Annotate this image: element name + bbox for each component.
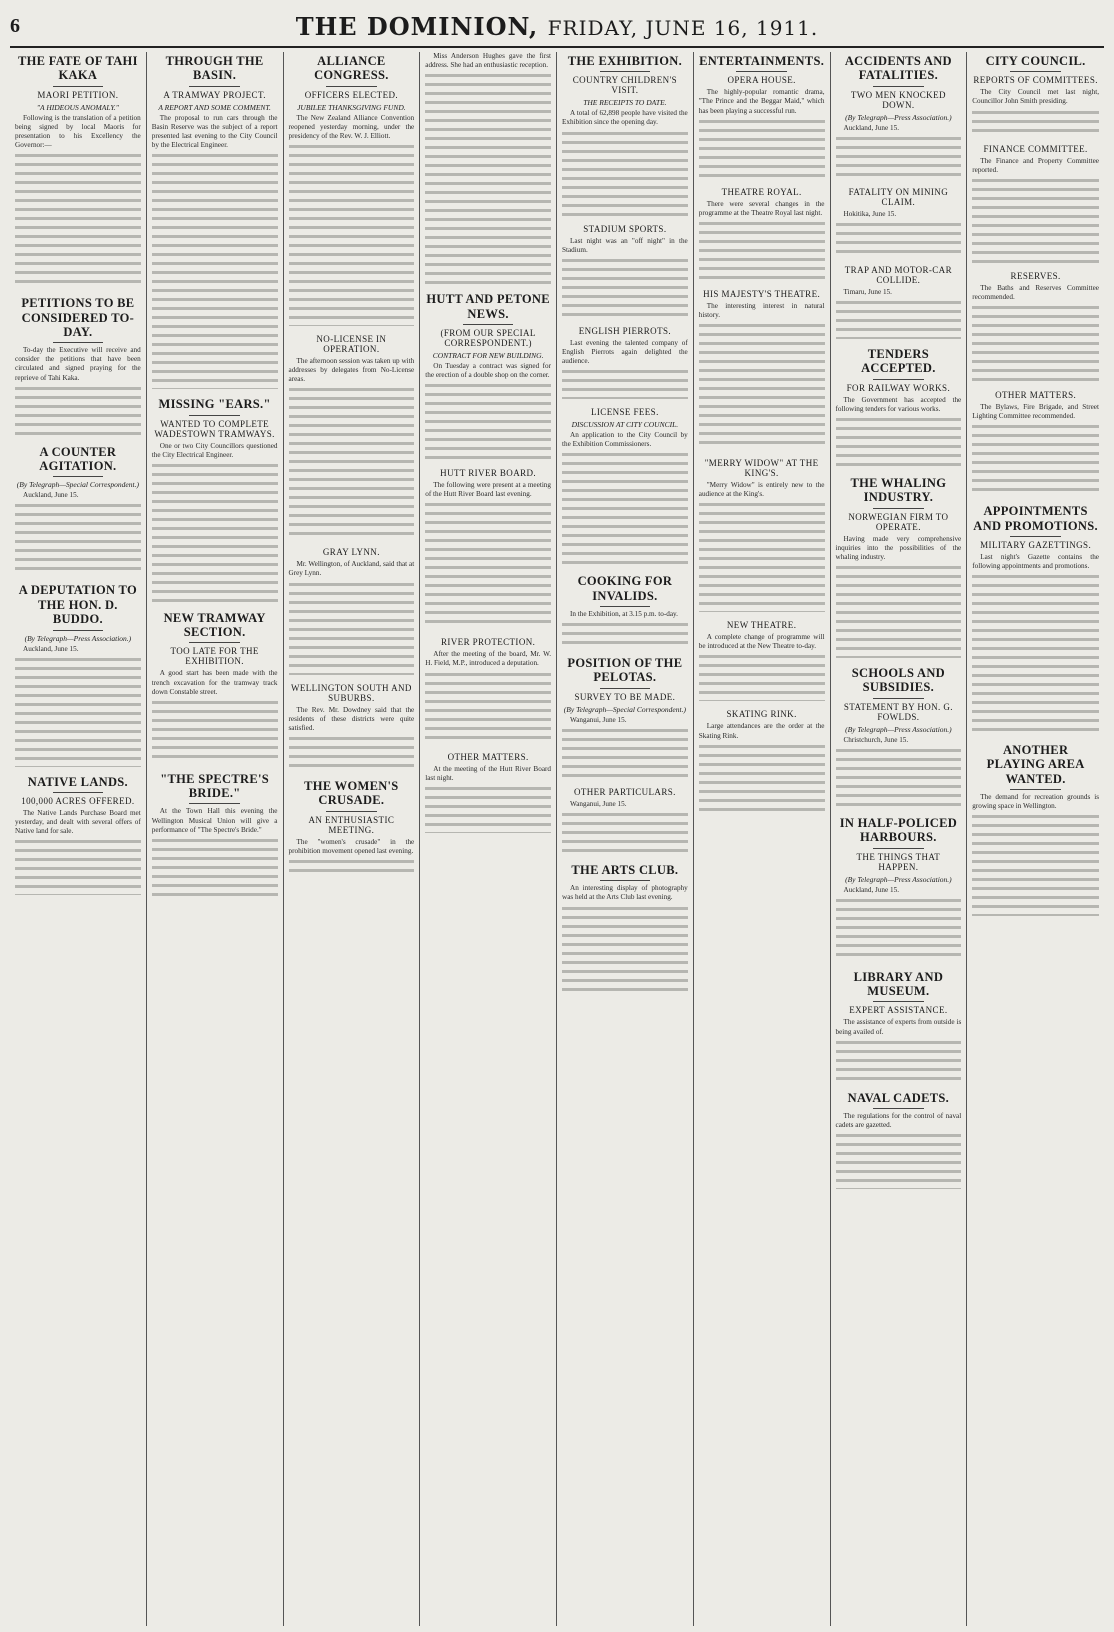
article-headline: THE FATE OF TAHI KAKA xyxy=(18,54,138,83)
article-text-block xyxy=(562,453,688,566)
headline-rule xyxy=(1010,789,1061,790)
article-body: Timaru, June 15. xyxy=(843,287,892,296)
article-subhead: RIVER PROTECTION. xyxy=(440,637,536,648)
article-body: Auckland, June 15. xyxy=(843,885,899,894)
article-headline: LIBRARY AND MUSEUM. xyxy=(853,969,944,999)
article xyxy=(972,743,1099,916)
article-text-block xyxy=(562,370,688,399)
article-text-block xyxy=(699,324,825,450)
article-text-block xyxy=(836,301,962,339)
article-headline: ENTERTAINMENTS. xyxy=(699,54,825,68)
column-4 xyxy=(420,52,557,1626)
article xyxy=(836,970,962,1083)
article xyxy=(562,656,688,779)
article-headline: THROUGH THE BASIN. xyxy=(165,54,264,83)
article-text-block xyxy=(289,388,415,539)
article-body: The demand for recreation grounds is growing space in Wellington. xyxy=(972,793,1099,811)
article xyxy=(15,583,141,766)
article-text-block xyxy=(562,623,688,648)
article-subhead: TWO MEN KNOCKED DOWN. xyxy=(850,89,946,110)
article-body: Auckland, June 15. xyxy=(23,491,79,500)
article-byline: (By Telegraph—Press Association.) xyxy=(845,112,952,122)
article-subhead: OTHER MATTERS. xyxy=(995,389,1077,400)
article-text-block xyxy=(972,425,1099,496)
article xyxy=(425,637,551,743)
article-body: Hokitika, June 15. xyxy=(843,209,897,218)
article-subhead: TOO LATE FOR THE EXHIBITION. xyxy=(170,646,259,667)
article-text-block xyxy=(425,74,551,284)
article-body: Following is the translation of a petition being signed by local Maoris for presentation to his Excellency the Governor:— xyxy=(15,113,141,150)
article xyxy=(972,504,1099,735)
article-body: The assistance of experts from outside is being availed of. xyxy=(835,1018,962,1036)
article-headline: ACCIDENTS AND FATALITIES. xyxy=(844,54,952,83)
article-body: A total of 62,898 people have visited the Exhibition since the opening day. xyxy=(562,109,688,127)
article-text-block xyxy=(836,749,962,808)
article-byline: (By Telegraph—Press Association.) xyxy=(845,724,952,734)
article-body: The Government has accepted the following tenders for various works. xyxy=(835,395,962,413)
article-subhead: HIS MAJESTY'S THEATRE. xyxy=(703,288,821,299)
article-text-block xyxy=(836,137,962,179)
article-subhead: THEATRE ROYAL. xyxy=(721,186,802,197)
article xyxy=(972,54,1099,136)
article xyxy=(15,296,141,437)
headline-rule xyxy=(53,342,103,343)
article xyxy=(562,863,688,991)
headline-rule xyxy=(463,324,513,325)
article xyxy=(562,407,688,566)
article xyxy=(699,289,825,450)
headline-rule xyxy=(189,642,239,643)
article xyxy=(836,187,962,257)
article-body: An interesting display of photography was held at the Arts Club last evening. xyxy=(562,884,688,902)
article-byline: DISCUSSION AT CITY COUNCIL. xyxy=(571,420,679,430)
article-body: An application to the City Council by the Exhibition Commissioners. xyxy=(562,431,688,449)
article-headline: NATIVE LANDS. xyxy=(27,774,128,789)
headline-rule xyxy=(873,1001,923,1002)
article-subhead: RESERVES. xyxy=(1010,270,1061,281)
article-body: Last night was an "off night" in the Stadium. xyxy=(562,236,688,254)
headline-rule xyxy=(326,811,376,812)
article xyxy=(836,1091,962,1190)
article-body: The following were present at a meeting of the Hutt River Board last evening. xyxy=(425,481,551,499)
page-number: 6 xyxy=(10,14,20,37)
article-text-block xyxy=(15,504,141,575)
column-1 xyxy=(10,52,147,1626)
article-body: Auckland, June 15. xyxy=(843,123,899,132)
article-text-block xyxy=(425,503,551,629)
article-text-block xyxy=(15,658,141,767)
article-text-block xyxy=(15,840,141,895)
article xyxy=(289,54,415,326)
article xyxy=(699,709,825,811)
article-subhead: OFFICERS ELECTED. xyxy=(304,89,399,100)
article-subhead: A TRAMWAY PROJECT. xyxy=(163,89,266,100)
article-subhead: NO-LICENSE IN OPERATION. xyxy=(316,334,387,355)
article xyxy=(152,397,278,603)
headline-rule xyxy=(189,803,239,804)
article-body: "Merry Widow" is entirely new to the audience at the King's. xyxy=(698,481,825,499)
headline-rule xyxy=(189,415,239,416)
article-subhead: ENGLISH PIERROTS. xyxy=(578,325,672,336)
article-body: One or two City Councillors questioned the City Electrical Engineer. xyxy=(151,441,278,459)
article-text-block xyxy=(425,384,551,460)
column-5 xyxy=(557,52,694,1626)
article-headline: THE WHALING INDUSTRY. xyxy=(850,475,947,505)
article-subhead: OTHER MATTERS. xyxy=(447,751,529,762)
article-headline: THE ARTS CLUB. xyxy=(571,863,679,877)
article-headline: "THE SPECTRE'S BRIDE." xyxy=(160,771,269,801)
article xyxy=(152,54,278,389)
headline-rule xyxy=(53,792,103,793)
newspaper-page xyxy=(10,6,1104,1626)
article-byline: (By Telegraph—Special Correspondent.) xyxy=(563,704,686,714)
article-byline: JUBILEE THANKSGIVING FUND. xyxy=(297,102,406,112)
article-subhead: NORWEGIAN FIRM TO OPERATE. xyxy=(848,511,949,532)
article xyxy=(289,683,415,771)
article xyxy=(15,54,141,288)
article-headline: A COUNTER AGITATION. xyxy=(39,444,117,473)
article-body: The Bylaws, Fire Brigade, and Street Lighting Committee recommended. xyxy=(972,402,1099,421)
headline-rule xyxy=(53,476,103,477)
article-text-block xyxy=(425,787,551,833)
article-byline: "A HIDEOUS ANOMALY." xyxy=(36,102,119,112)
article-body: After the meeting of the board, Mr. W. H. Field, M.P., introduced a deputation. xyxy=(425,650,551,668)
article-body: At the meeting of the Hutt River Board last night. xyxy=(425,764,551,782)
article xyxy=(836,476,962,658)
article-headline: NEW TRAMWAY SECTION. xyxy=(163,610,266,640)
article-headline: HUTT AND PETONE NEWS. xyxy=(426,292,550,321)
article-text-block xyxy=(562,729,688,779)
article-body: A complete change of programme will be introduced at the New Theatre to-day. xyxy=(698,633,825,651)
article-text-block xyxy=(289,737,415,771)
article-text-block xyxy=(699,503,825,612)
article-text-block xyxy=(152,839,278,902)
headline-rule xyxy=(600,606,650,607)
article-body: At the Town Hall this evening the Wellington Musical Union will give a performance of "The Spectre's Bride." xyxy=(151,807,278,834)
article-subhead: SKATING RINK. xyxy=(726,709,797,720)
article xyxy=(836,347,962,468)
headline-rule xyxy=(736,71,786,72)
article xyxy=(836,54,962,179)
article-body: In the Exhibition, at 3.15 p.m. to-day. xyxy=(570,609,678,618)
article-body: Large attendances are the order at the Skating Rink. xyxy=(698,722,825,740)
article xyxy=(972,390,1099,496)
article-subhead: GRAY LYNN. xyxy=(322,547,380,558)
article-subhead: EXPERT ASSISTANCE. xyxy=(849,1005,948,1016)
headline-rule xyxy=(600,688,650,689)
columns xyxy=(10,52,1104,1626)
article-headline: THE EXHIBITION. xyxy=(567,54,682,68)
article-body: Last evening the talented company of English Pierrots again delighted the audience. xyxy=(562,338,688,365)
article-subhead: FATALITY ON MINING CLAIM. xyxy=(848,186,949,207)
article xyxy=(699,620,825,701)
article-subhead: 100,000 ACRES OFFERED. xyxy=(21,796,135,807)
article-body: On Tuesday a contract was signed for the erection of a double shop on the corner. xyxy=(425,361,551,380)
article xyxy=(836,666,962,808)
article-body: Having made very comprehensive inquiries into the possibilities of the whaling industry. xyxy=(835,534,962,561)
article-text-block xyxy=(152,464,278,603)
article xyxy=(562,54,688,216)
article xyxy=(425,52,551,284)
article-body: Miss Anderson Hughes gave the first address. She had an enthusiastic reception. xyxy=(425,52,551,70)
article xyxy=(289,334,415,539)
headline-rule xyxy=(873,848,923,849)
article-body: Mr. Wellington, of Auckland, said that at Grey Lynn. xyxy=(288,560,415,578)
article-headline: POSITION OF THE PELOTAS. xyxy=(567,656,683,685)
article-body: The Finance and Property Committee reported. xyxy=(972,156,1099,174)
article-byline: (By Telegraph—Special Correspondent.) xyxy=(16,480,139,490)
article-body: A good start has been made with the trench excavation for the tramway track down Constable street. xyxy=(151,669,278,696)
article-subhead: COUNTRY CHILDREN'S VISIT. xyxy=(572,75,677,96)
article-text-block xyxy=(972,575,1099,735)
paper-name: THE DOMINION, xyxy=(295,11,539,41)
article-body: Wanganui, June 15. xyxy=(570,799,627,808)
article xyxy=(836,816,962,962)
article xyxy=(289,547,415,674)
article-body: The proposal to run cars through the Basin Reserve was the subject of a report presented last evening to the City Council by the Electrical Engineer. xyxy=(151,113,278,150)
article xyxy=(152,772,278,902)
article-headline: ANOTHER PLAYING AREA WANTED. xyxy=(986,743,1085,786)
article xyxy=(972,271,1099,382)
article-subhead: SURVEY TO BE MADE. xyxy=(574,691,676,702)
article-byline: THE RECEIPTS TO DATE. xyxy=(583,98,667,108)
article xyxy=(15,775,141,896)
article-body: The City Council met last night, Councillor John Smith presiding. xyxy=(972,88,1099,106)
article-body: The highly-popular romantic drama, "The Prince and the Beggar Maid," which has been playing a successful run. xyxy=(698,88,825,115)
article-text-block xyxy=(289,145,415,326)
article-text-block xyxy=(836,1134,962,1189)
article-subhead: REPORTS OF COMMITTEES. xyxy=(973,75,1098,86)
article-text-block xyxy=(699,655,825,701)
article-body: To-day the Executive will receive and consider the petitions that have been circulated and signed praying for the reprieve of Tahi Kaka. xyxy=(15,346,141,382)
article-headline: CITY COUNCIL. xyxy=(985,54,1086,68)
article-body: The Native Lands Purchase Board met yesterday, and dealt with several offers of Native land for sale. xyxy=(15,809,141,836)
article-text-block xyxy=(836,899,962,962)
article xyxy=(425,468,551,629)
headline-rule xyxy=(1010,536,1061,537)
headline-rule xyxy=(53,630,103,631)
article-text-block xyxy=(972,306,1099,382)
article-subhead: TRAP AND MOTOR-CAR COLLIDE. xyxy=(844,264,952,285)
article xyxy=(425,752,551,833)
article-byline: (By Telegraph—Press Association.) xyxy=(845,874,952,884)
article xyxy=(152,611,278,764)
article-subhead: OPERA HOUSE. xyxy=(727,75,796,86)
article-headline: COOKING FOR INVALIDS. xyxy=(577,574,673,603)
article-headline: APPOINTMENTS AND PROMOTIONS. xyxy=(973,504,1098,533)
article-body: Wanganui, June 15. xyxy=(570,715,627,724)
headline-rule xyxy=(873,698,923,699)
headline-rule xyxy=(600,880,650,881)
article-text-block xyxy=(836,566,962,658)
article-text-block xyxy=(972,815,1099,916)
column-3 xyxy=(284,52,421,1626)
article-subhead: STATEMENT BY HON. G. FOWLDS. xyxy=(843,701,953,722)
article-byline: A REPORT AND SOME COMMENT. xyxy=(158,102,271,112)
article-text-block xyxy=(152,701,278,764)
article-text-block xyxy=(425,673,551,744)
article-subhead: THE THINGS THAT HAPPEN. xyxy=(856,851,941,872)
article-body: The Rev. Mr. Dowdney said that the residents of these districts were quite satisfied. xyxy=(288,705,415,732)
headline-rule xyxy=(1010,71,1061,72)
article-body: Auckland, June 15. xyxy=(23,644,79,653)
article-byline: CONTRACT FOR NEW BUILDING. xyxy=(432,350,544,360)
article-body: The interesting interest in natural history. xyxy=(698,301,825,319)
article-subhead: "MERRY WIDOW" AT THE KING'S. xyxy=(704,458,819,479)
article-text-block xyxy=(289,860,415,877)
headline-rule xyxy=(873,1108,923,1109)
column-6 xyxy=(694,52,831,1626)
article-text-block xyxy=(972,111,1099,136)
article xyxy=(836,265,962,339)
article-text-block xyxy=(15,154,141,288)
article-body: The Baths and Reserves Committee recommended. xyxy=(972,283,1099,301)
article xyxy=(289,779,415,877)
article-subhead: WANTED TO COMPLETE WADESTOWN TRAMWAYS. xyxy=(154,418,275,439)
article xyxy=(699,187,825,281)
article-text-block xyxy=(699,222,825,281)
article-subhead: WELLINGTON SOUTH AND SUBURBS. xyxy=(290,682,412,703)
article-headline: PETITIONS TO BE CONSIDERED TO-DAY. xyxy=(21,296,135,339)
article xyxy=(15,445,141,576)
headline-rule xyxy=(189,86,239,87)
article-subhead: STADIUM SPORTS. xyxy=(583,223,667,234)
column-7 xyxy=(831,52,968,1626)
article-text-block xyxy=(562,132,688,216)
article-text-block xyxy=(289,583,415,675)
article-subhead: MILITARY GAZETTINGS. xyxy=(980,539,1092,550)
article xyxy=(562,574,688,648)
article-text-block xyxy=(699,745,825,812)
article-text-block xyxy=(562,813,688,855)
article-subhead: OTHER PARTICULARS. xyxy=(573,786,676,797)
article-headline: NAVAL CADETS. xyxy=(847,1090,950,1105)
article-text-block xyxy=(562,907,688,991)
article-body: The "women's crusade" in the prohibition movement opened last evening. xyxy=(288,837,415,855)
article-subhead: LICENSE FEES. xyxy=(591,407,659,418)
article-subhead: FINANCE COMMITTEE. xyxy=(983,143,1088,154)
article-body: The regulations for the control of naval cadets are gazetted. xyxy=(835,1112,962,1130)
article-body: The afternoon session was taken up with addresses by delegates from No-License areas. xyxy=(288,357,415,384)
article-text-block xyxy=(152,154,278,389)
headline-rule xyxy=(326,86,376,87)
article-text-block xyxy=(699,120,825,179)
article-headline: IN HALF-POLICED HARBOURS. xyxy=(839,815,958,845)
headline-rule xyxy=(873,508,923,509)
column-8 xyxy=(967,52,1104,1626)
article xyxy=(699,458,825,612)
column-2 xyxy=(147,52,284,1626)
paper-date: FRIDAY, JUNE 16, 1911. xyxy=(547,15,819,40)
masthead xyxy=(10,6,1104,48)
article xyxy=(562,224,688,318)
article-headline: TENDERS ACCEPTED. xyxy=(861,347,936,376)
article-subhead: FOR RAILWAY WORKS. xyxy=(846,382,951,393)
article xyxy=(699,54,825,179)
article-text-block xyxy=(972,179,1099,263)
article-text-block xyxy=(836,1041,962,1083)
headline-rule xyxy=(873,379,923,380)
article-subhead: AN ENTHUSIASTIC MEETING. xyxy=(308,814,395,835)
article-body: Christchurch, June 15. xyxy=(843,735,909,744)
article-text-block xyxy=(836,418,962,468)
article-headline: MISSING "EARS." xyxy=(158,397,271,412)
article-body: Last night's Gazette contains the following appointments and promotions. xyxy=(972,552,1099,570)
article-headline: THE WOMEN'S CRUSADE. xyxy=(304,778,399,808)
headline-rule xyxy=(600,71,650,72)
article-subhead: MAORI PETITION. xyxy=(37,89,119,100)
article-text-block xyxy=(15,387,141,437)
article-headline: ALLIANCE CONGRESS. xyxy=(314,54,389,83)
headline-rule xyxy=(873,86,923,87)
headline-rule xyxy=(53,86,103,87)
article-text-block xyxy=(562,259,688,318)
article-headline: SCHOOLS AND SUBSIDIES. xyxy=(851,666,945,695)
article-byline: (By Telegraph—Press Association.) xyxy=(24,633,132,643)
article-headline: A DEPUTATION TO THE HON. D. BUDDO. xyxy=(18,583,137,627)
article xyxy=(562,326,688,399)
article-text-block xyxy=(836,223,962,257)
article xyxy=(562,787,688,855)
article-subhead: NEW THEATRE. xyxy=(726,620,797,631)
article-body: There were several changes in the programme at the Theatre Royal last night. xyxy=(698,199,825,217)
article xyxy=(972,144,1099,263)
article-subhead: HUTT RIVER BOARD. xyxy=(440,468,537,479)
article-subhead: (FROM OUR SPECIAL CORRESPONDENT.) xyxy=(440,327,536,348)
article-body: The New Zealand Alliance Convention reopened yesterday morning, under the presidency of the Rev. W. J. Elliott. xyxy=(288,113,415,140)
paper-title xyxy=(50,12,1064,41)
article xyxy=(425,292,551,460)
